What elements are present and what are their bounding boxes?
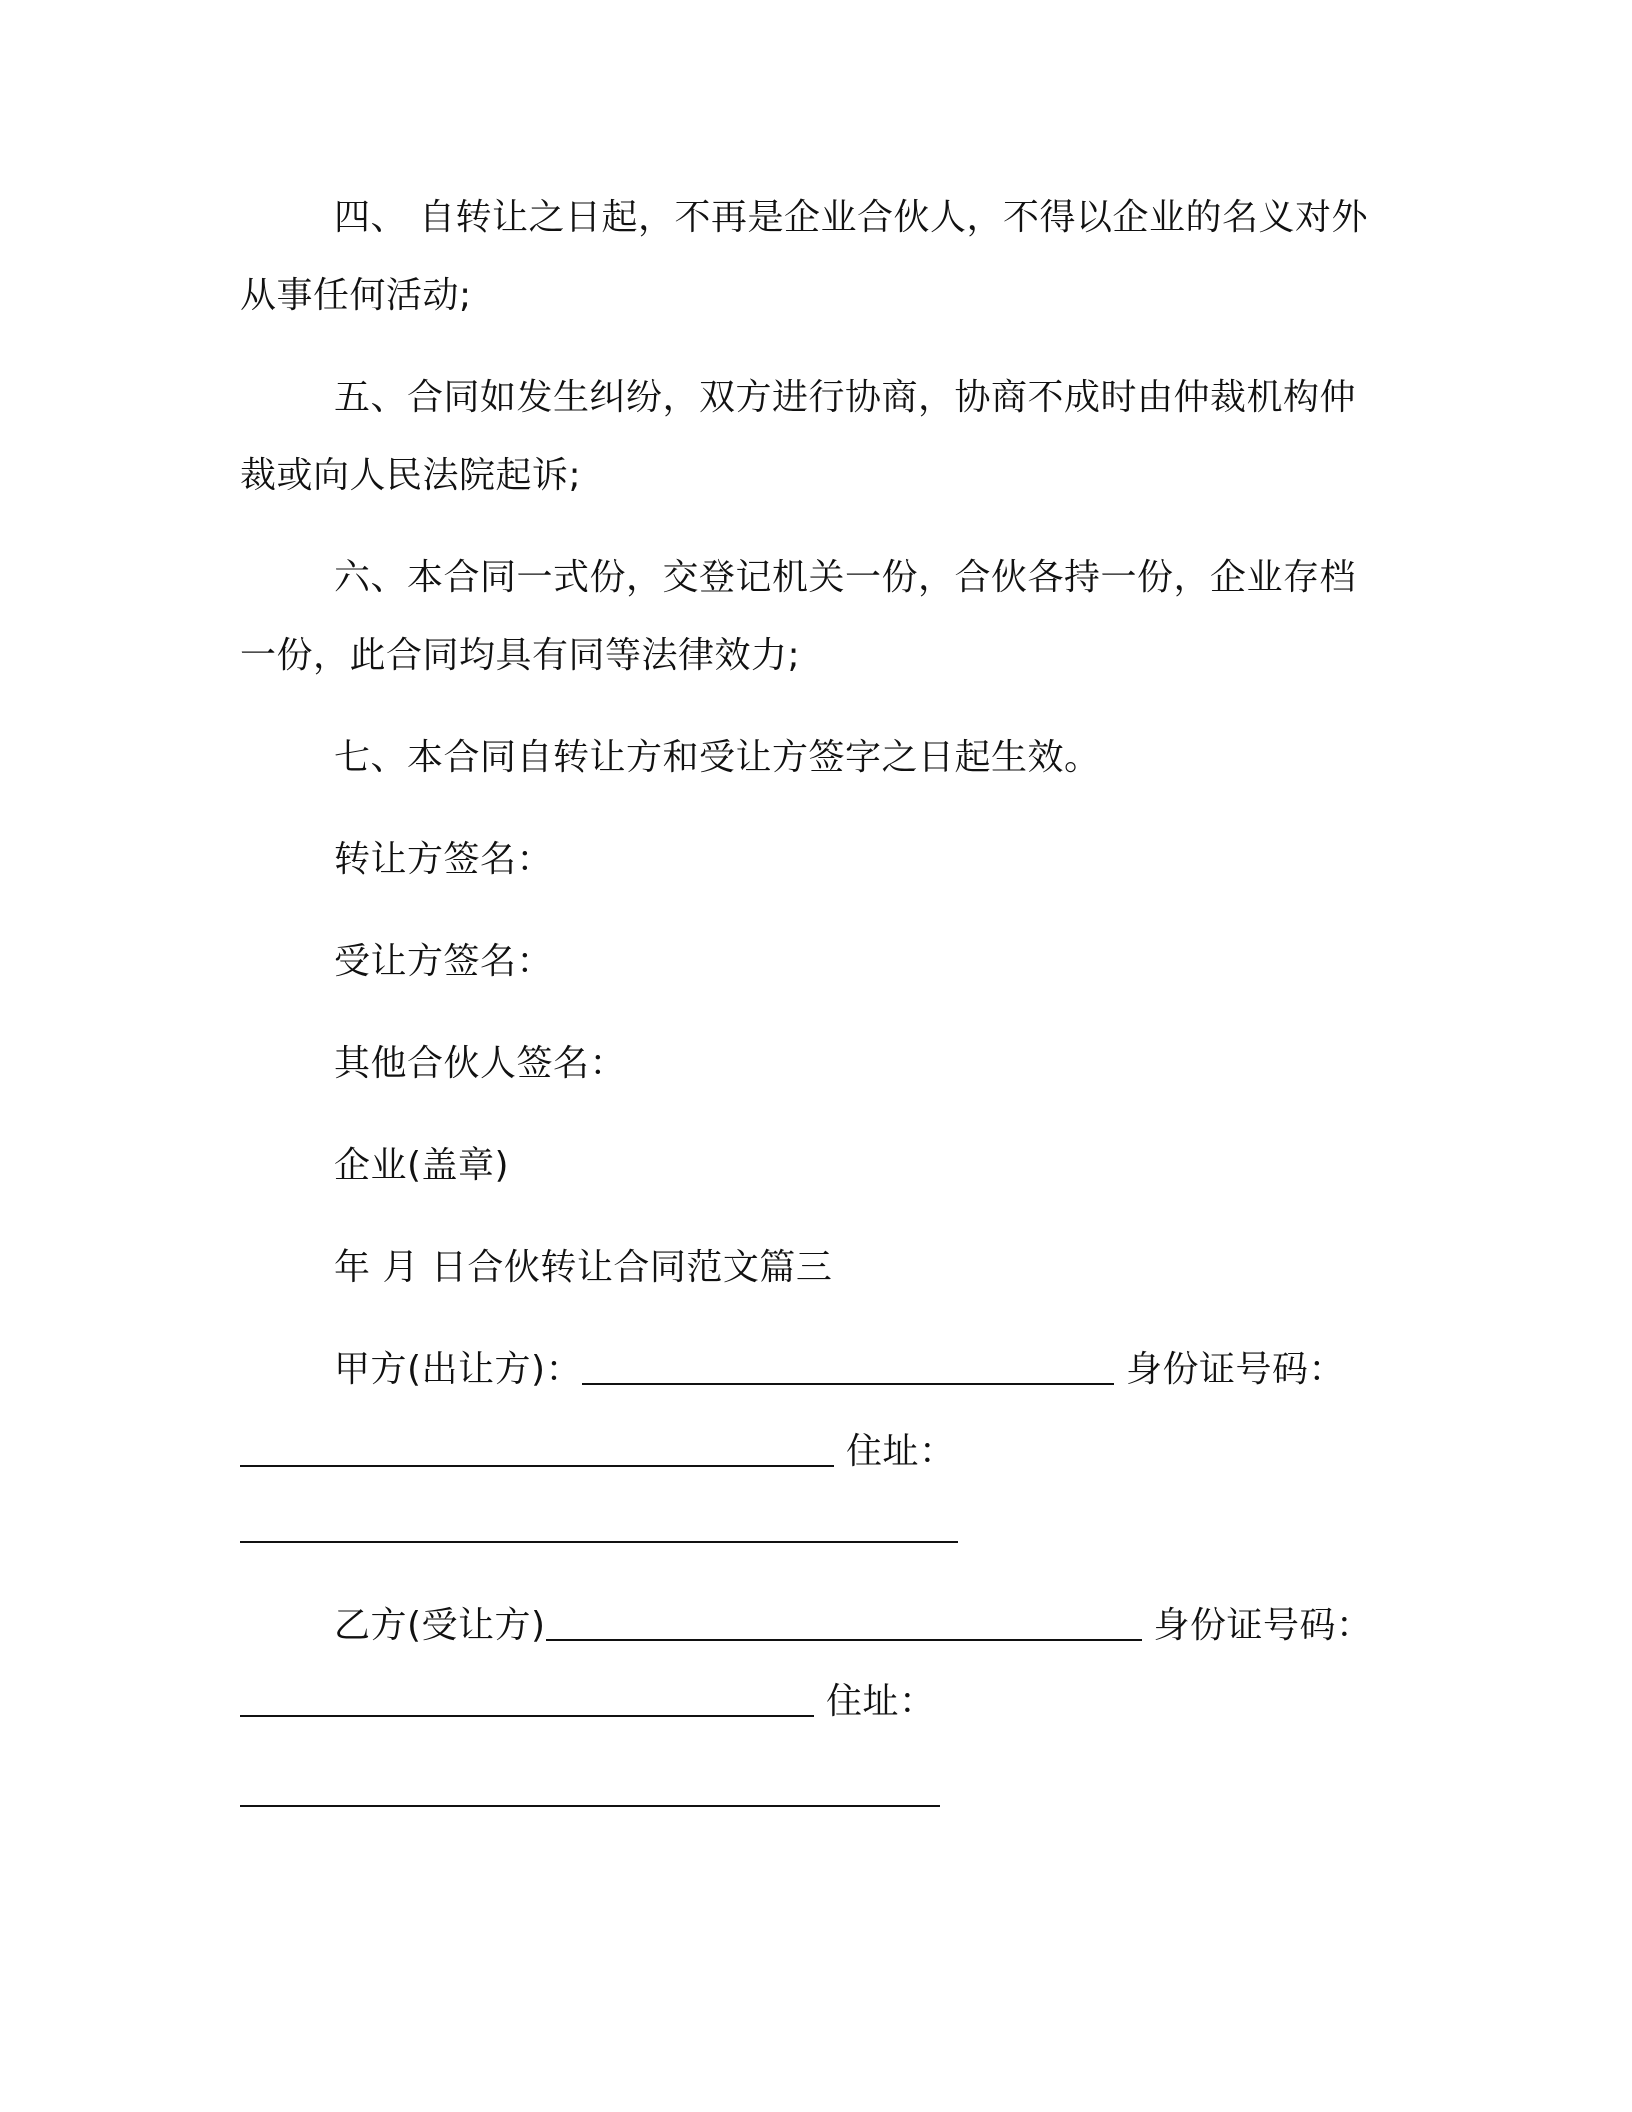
transferor-signature-label: 转让方签名： bbox=[334, 839, 554, 880]
clause-4-line-1: 四、 自转让之日起，不再是企业合伙人，不得以企业的名义对外 bbox=[334, 197, 1368, 238]
party-a-address-blank bbox=[240, 1511, 958, 1543]
party-a-id-label: 身份证号码： bbox=[1126, 1349, 1346, 1390]
party-a-line-1 bbox=[334, 1348, 1345, 1392]
date-heading: 年 月 日合伙转让合同范文篇三 bbox=[334, 1247, 833, 1288]
party-b-id-label: 身份证号码： bbox=[1153, 1605, 1373, 1646]
party-a-line-3 bbox=[240, 1506, 958, 1550]
clause-5-line-1: 五、合同如发生纠纷，双方进行协商，协商不成时由仲裁机构仲 bbox=[334, 377, 1357, 418]
clause-5-line-2: 裁或向人民法院起诉; bbox=[240, 455, 582, 496]
other-partners-signature-label: 其他合伙人签名： bbox=[334, 1043, 627, 1084]
party-a-id-blank bbox=[240, 1435, 834, 1467]
party-b-address-label: 住址： bbox=[825, 1681, 936, 1722]
party-b-line-1 bbox=[334, 1604, 1373, 1648]
clause-6-line-1: 六、本合同一式份，交登记机关一份，合伙各持一份，企业存档 bbox=[334, 557, 1357, 598]
party-b-label: 乙方(受让方) bbox=[334, 1605, 546, 1646]
party-a-name-blank bbox=[582, 1353, 1114, 1385]
party-a-address-label: 住址： bbox=[845, 1431, 956, 1472]
company-seal-label: 企业(盖章) bbox=[334, 1145, 510, 1186]
transferee-signature-label: 受让方签名： bbox=[334, 941, 554, 982]
party-b-id-blank bbox=[240, 1685, 814, 1717]
party-b-name-blank bbox=[546, 1609, 1142, 1641]
party-a-line-2 bbox=[240, 1430, 955, 1474]
clause-6-line-2: 一份，此合同均具有同等法律效力; bbox=[240, 635, 801, 676]
party-a-label: 甲方(出让方)： bbox=[334, 1349, 583, 1390]
party-b-line-2 bbox=[240, 1680, 935, 1724]
clause-4-line-2: 从事任何活动; bbox=[240, 275, 472, 316]
party-b-address-blank bbox=[240, 1775, 940, 1807]
party-b-line-3 bbox=[240, 1770, 940, 1814]
clause-7: 七、本合同自转让方和受让方签字之日起生效。 bbox=[334, 737, 1101, 778]
